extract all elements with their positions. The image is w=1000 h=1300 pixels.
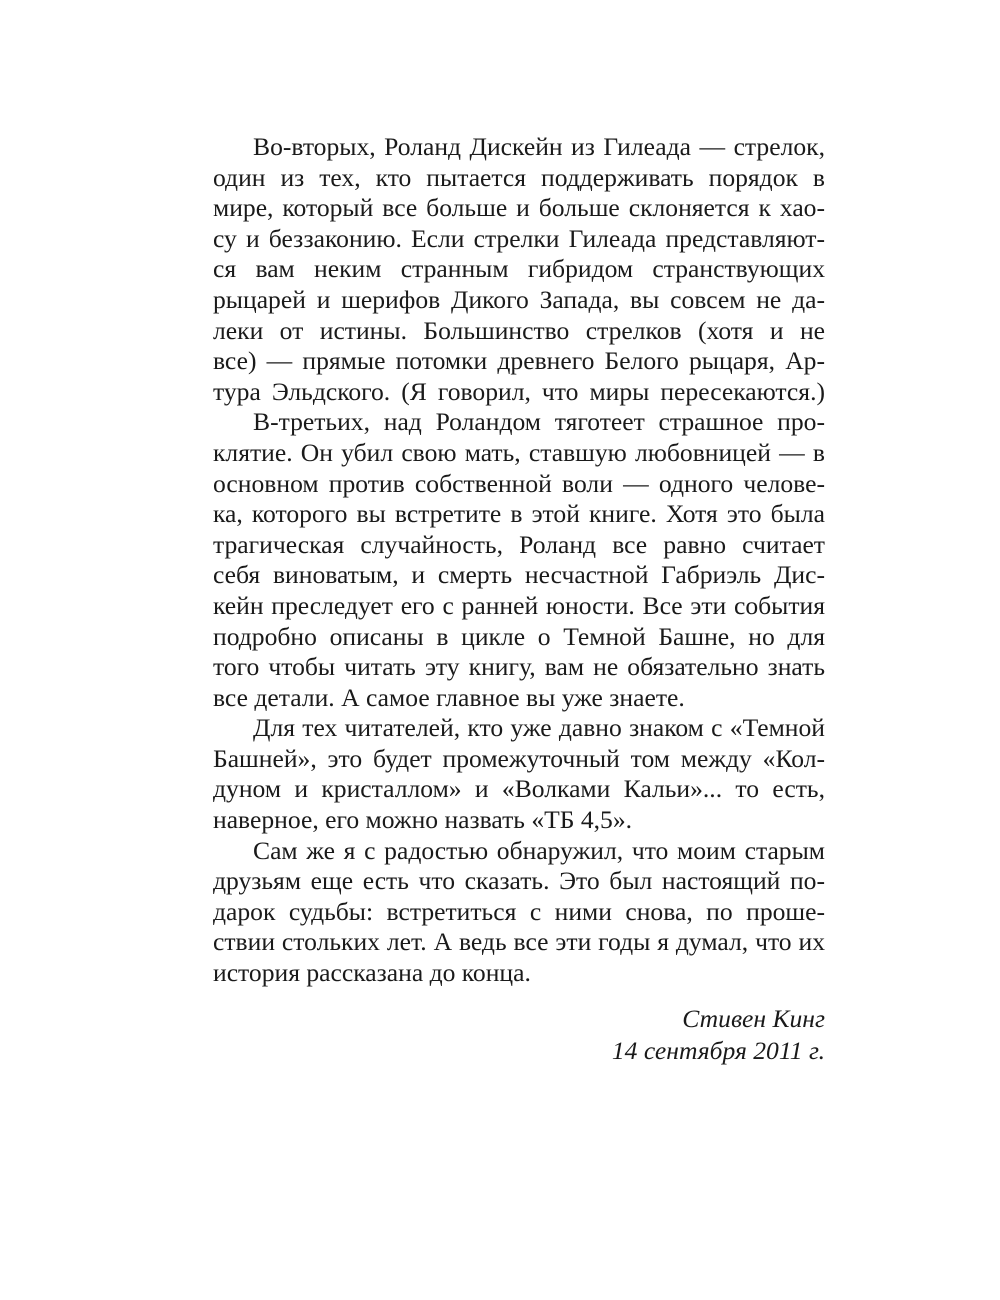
text-line: Сам же я с радостью обнаружил, что моим старым bbox=[253, 835, 825, 865]
text-line: наверное, его можно назвать «ТБ 4,5». bbox=[213, 805, 633, 835]
paragraph-4 bbox=[213, 836, 825, 989]
text-line: себя виноватым, и смерть несчастной Габриэль Дис- bbox=[213, 560, 825, 590]
text-line: основном против собственной воли — одного челове- bbox=[213, 468, 825, 498]
paragraph-1 bbox=[213, 132, 825, 407]
text-line: кейн преследует его с ранней юности. Все эти события bbox=[213, 590, 825, 620]
text-line: дарок судьбы: встретиться с ними снова, по проше- bbox=[213, 896, 825, 926]
text-line: леки от истины. Большинство стрелков (хотя и не bbox=[213, 315, 825, 345]
text-line: Башней», это будет промежуточный том между «Кол- bbox=[213, 743, 825, 773]
text-line: Для тех читателей, кто уже давно знаком с «Темной bbox=[253, 713, 825, 743]
paragraph-3 bbox=[213, 713, 825, 835]
body-text bbox=[213, 132, 825, 989]
text-line: дуном и кристаллом» и «Волками Кальи»... то есть, bbox=[213, 774, 825, 804]
text-line: клятие. Он убил свою мать, ставшую любовницей — в bbox=[213, 437, 825, 467]
paragraph-2 bbox=[213, 407, 825, 713]
text-line: мире, который все больше и больше склоняется к хао- bbox=[213, 193, 825, 223]
text-line: су и беззаконию. Если стрелки Гилеада представляют- bbox=[213, 223, 825, 253]
author-name: Стивен Кинг bbox=[682, 1004, 825, 1033]
text-line: один из тех, кто пытается поддерживать порядок в bbox=[213, 162, 825, 192]
text-line: того чтобы читать эту книгу, вам не обязательно знать bbox=[213, 652, 825, 682]
text-line: все детали. А самое главное вы уже знаете. bbox=[213, 682, 685, 712]
signature bbox=[612, 1003, 825, 1067]
signature-date: 14 сентября 2011 г. bbox=[611, 1036, 825, 1065]
text-line: подробно описаны в цикле о Темной Башне, но для bbox=[213, 621, 825, 651]
text-line: трагическая случайность, Роланд все равно считает bbox=[213, 529, 825, 559]
text-line: ся вам неким странным гибридом странствующих bbox=[213, 254, 825, 284]
text-line: рыцарей и шерифов Дикого Запада, вы совсем не да- bbox=[213, 284, 825, 314]
text-line: история рассказана до конца. bbox=[213, 958, 531, 988]
text-line: В-третьих, над Роландом тяготеет страшное про- bbox=[253, 407, 825, 437]
text-line: ствии стольких лет. А ведь все эти годы я думал, что их bbox=[213, 927, 825, 957]
text-line: все) — прямые потомки древнего Белого рыцаря, Ар- bbox=[213, 346, 825, 376]
text-line: тура Эльдского. (Я говорил, что миры пересекаются.) bbox=[213, 376, 825, 406]
text-line: Во-вторых, Роланд Дискейн из Гилеада — стрелок, bbox=[253, 132, 825, 161]
text-line: друзьям еще есть что сказать. Это был настоящий по- bbox=[213, 866, 825, 896]
text-line: ка, которого вы встретите в этой книге. Хотя это была bbox=[213, 499, 825, 529]
